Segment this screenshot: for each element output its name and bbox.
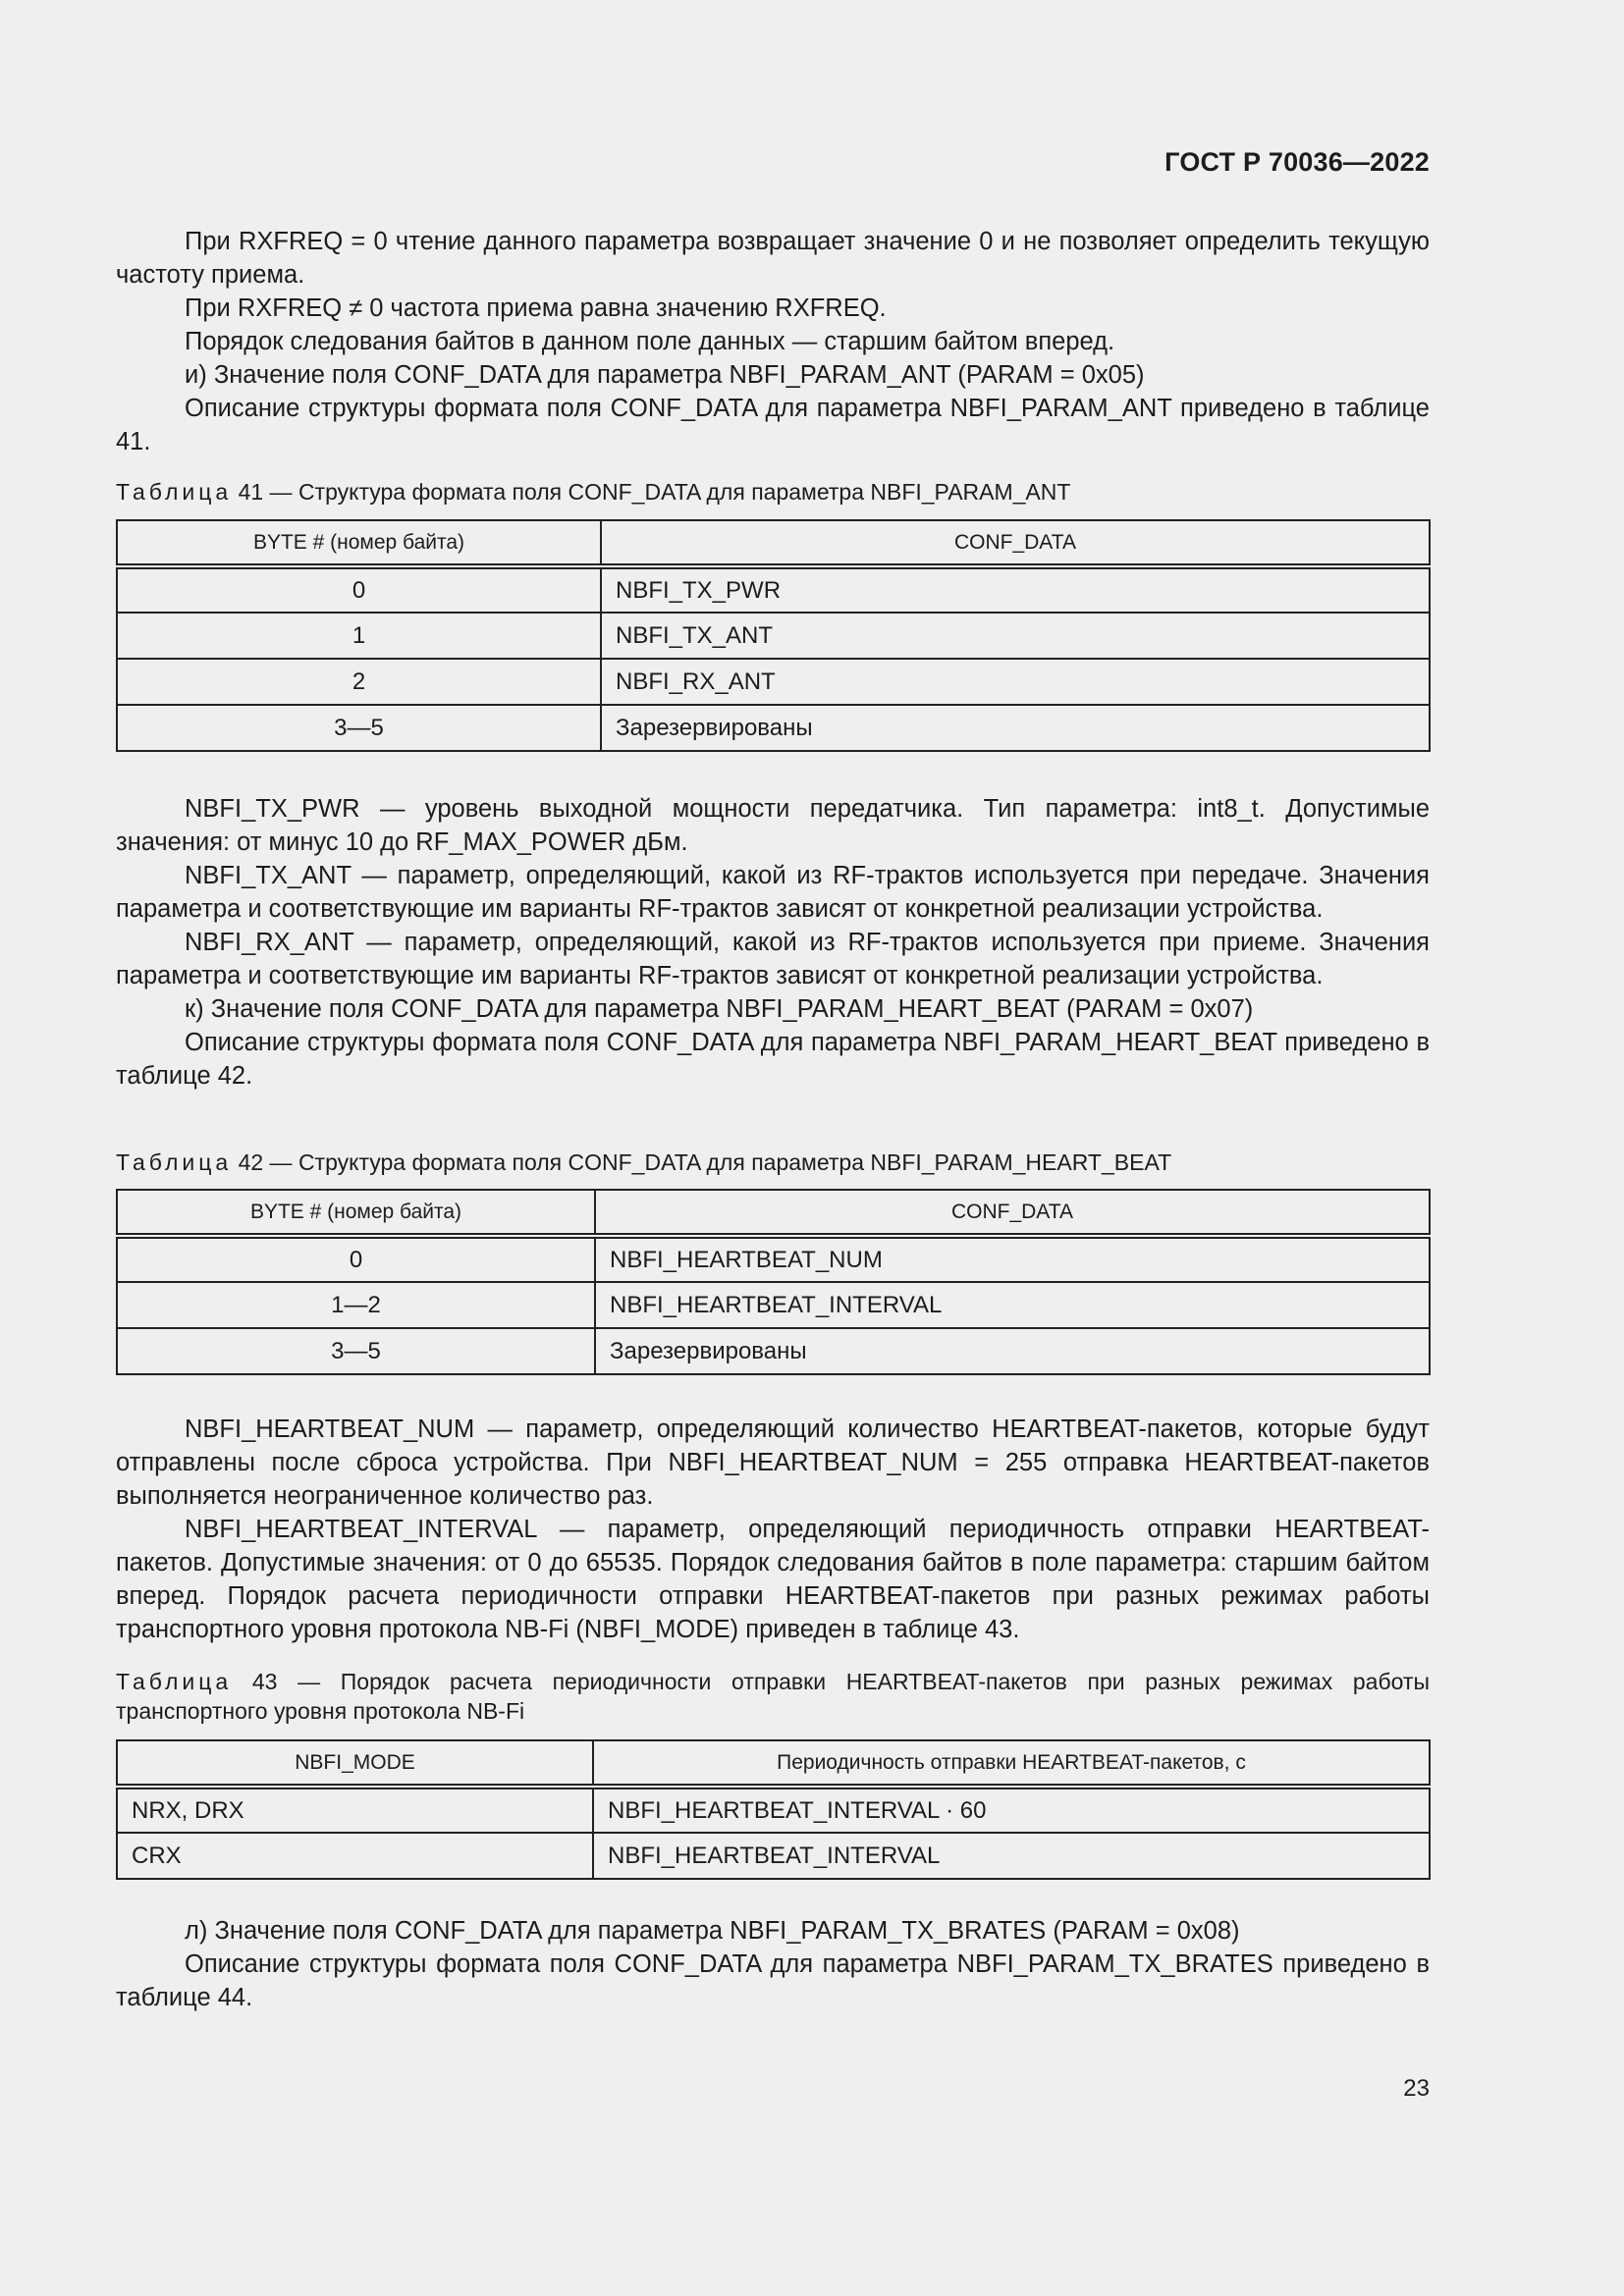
paragraph: Порядок следования байтов в данном поле данных — старшим байтом вперед. [185,328,1115,355]
table-cell: 0 [117,1236,595,1282]
column-header: Периодичность отправки HEARTBEAT-пакетов, с [593,1740,1430,1787]
table-cell: 3—5 [117,705,601,751]
paragraph: Описание структуры формата поля CONF_DATA для параметра NBFI_PARAM_HEART_BEAT приведено в таблице 42. [116,1029,1430,1090]
table-caption-text: 41 — Структура формата поля CONF_DATA для параметра NBFI_PARAM_ANT [238,479,1071,505]
column-header: CONF_DATA [595,1190,1430,1236]
table-caption-text: 43 — Порядок расчета периодичности отправки HEARTBEAT-пакетов при разных режимах работы транспортного уровня протокола NB-Fi [116,1669,1430,1724]
paragraph: NBFI_TX_ANT — параметр, определяющий, какой из RF-трактов используется при передаче. Значения параметра и соответствующие им варианты RF-трактов зависят от конкретной реализации устройства. [116,862,1430,923]
table-cell: NBFI_HEARTBEAT_NUM [595,1236,1430,1282]
table-43-caption [116,1667,1430,1726]
column-header: BYTE # (номер байта) [117,1190,595,1236]
table-cell: Зарезервированы [601,705,1430,751]
table-cell: 0 [117,566,601,613]
document-code: ГОСТ Р 70036—2022 [1164,147,1430,177]
table-cell: NBFI_HEARTBEAT_INTERVAL · 60 [593,1787,1430,1833]
paragraph: л) Значение поля CONF_DATA для параметра NBFI_PARAM_TX_BRATES (PARAM = 0x08) [185,1917,1240,1945]
paragraph-block-2 [116,792,1430,1093]
table-cell: NBFI_RX_ANT [601,659,1430,705]
table-cell: Зарезервированы [595,1328,1430,1374]
table-row [117,1787,1430,1833]
table-42-caption [116,1148,1430,1177]
column-header: CONF_DATA [601,520,1430,566]
table-row [117,613,1430,659]
paragraph: NBFI_HEARTBEAT_INTERVAL — параметр, определяющий периодичность отправки HEARTBEAT-пакетов. Допустимые значения: от 0 до 65535. Порядок следования байтов в поле параметра: старшим байтом вперед. Порядок расчета периодичности отправки HEARTBEAT-пакетов при разных режимах работы транспортного уровня протокола NB-Fi (NBFI_MODE) приведен в таблице 43. [116,1516,1430,1643]
table-cell: NBFI_TX_ANT [601,613,1430,659]
table-row [117,1282,1430,1328]
paragraph: и) Значение поля CONF_DATA для параметра NBFI_PARAM_ANT (PARAM = 0x05) [185,361,1145,389]
page-number: 23 [1403,2075,1430,2102]
table-label: Таблица [116,1669,233,1694]
table-cell: 1 [117,613,601,659]
table-row [117,566,1430,613]
table-41-caption [116,477,1430,507]
table-row [117,1236,1430,1282]
table-42 [116,1189,1431,1375]
paragraph: Описание структуры формата поля CONF_DATA для параметра NBFI_PARAM_TX_BRATES приведено в таблице 44. [116,1950,1430,2011]
table-cell: 3—5 [117,1328,595,1374]
table-caption-text: 42 — Структура формата поля CONF_DATA для параметра NBFI_PARAM_HEART_BEAT [238,1149,1172,1175]
column-header: NBFI_MODE [117,1740,593,1787]
paragraph: NBFI_TX_PWR — уровень выходной мощности передатчика. Тип параметра: int8_t. Допустимые значения: от минус 10 до RF_MAX_POWER дБм. [116,795,1430,856]
paragraph: NBFI_RX_ANT — параметр, определяющий, какой из RF-трактов используется при приеме. Значения параметра и соответствующие им варианты RF-трактов зависят от конкретной реализации устройства. [116,929,1430,989]
paragraph: При RXFREQ = 0 чтение данного параметра возвращает значение 0 и не позволяет определить текущую частоту приема. [116,228,1430,289]
paragraph-block-1 [116,225,1430,458]
table-cell: NBFI_TX_PWR [601,566,1430,613]
column-header: BYTE # (номер байта) [117,520,601,566]
table-43 [116,1739,1431,1880]
table-label: Таблица [116,479,233,505]
table-cell: NBFI_HEARTBEAT_INTERVAL [593,1833,1430,1879]
table-row [117,659,1430,705]
table-cell: 2 [117,659,601,705]
paragraph-block-3 [116,1413,1430,1646]
table-row [117,1833,1430,1879]
paragraph-block-4 [116,1914,1430,2014]
table-row [117,1328,1430,1374]
table-cell: CRX [117,1833,593,1879]
table-row [117,705,1430,751]
table-cell: 1—2 [117,1282,595,1328]
table-label: Таблица [116,1149,233,1175]
paragraph: к) Значение поля CONF_DATA для параметра NBFI_PARAM_HEART_BEAT (PARAM = 0x07) [185,995,1254,1023]
paragraph: NBFI_HEARTBEAT_NUM — параметр, определяющий количество HEARTBEAT-пакетов, которые будут отправлены после сброса устройства. При NBFI_HEARTBEAT_NUM = 255 отправка HEARTBEAT-пакетов выполняется неограниченное количество раз. [116,1415,1430,1510]
table-cell: NBFI_HEARTBEAT_INTERVAL [595,1282,1430,1328]
table-cell: NRX, DRX [117,1787,593,1833]
table-41 [116,519,1431,752]
paragraph: При RXFREQ ≠ 0 частота приема равна значению RXFREQ. [185,294,887,322]
paragraph: Описание структуры формата поля CONF_DATA для параметра NBFI_PARAM_ANT приведено в таблице 41. [116,395,1430,455]
